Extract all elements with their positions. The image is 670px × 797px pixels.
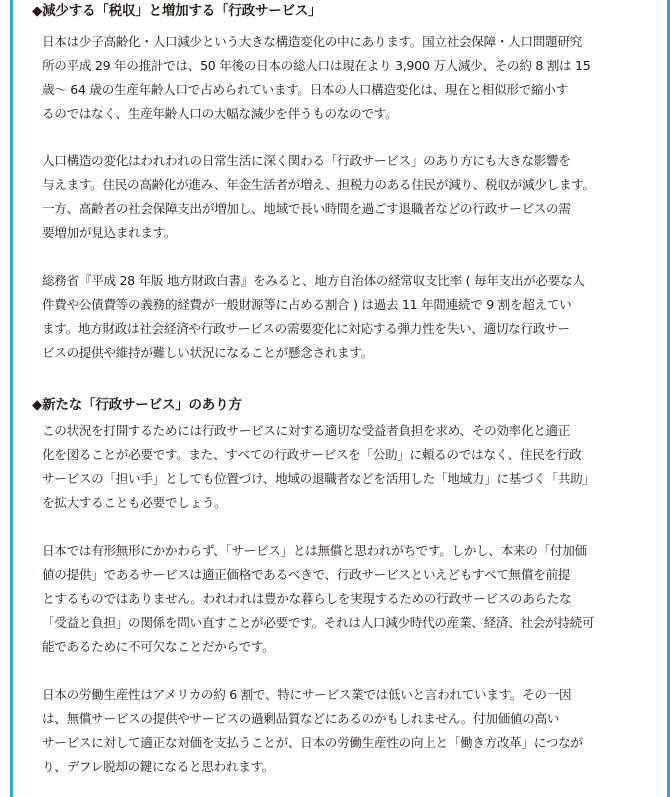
text-line: 所の平成 29 年の推計では、50 年後の日本の総人口は現在より 3,900 万人減少、その約 8 割は 15 (42, 58, 591, 73)
text-line: 一方、高齢者の社会保障支出が増加し、地域で長い時間を過ごす退職者などの行政サービスの需 (42, 201, 571, 216)
paragraph (42, 30, 642, 126)
text-line: サービスの「担い手」としても位置づけ、地域の退職者などを活用した「地域力」に基づく「共助」 (42, 471, 595, 486)
text-line: 件費や公債費等の義務的経費が一般財源等に占める割合 ) は過去 11 年間連続で 9 割を超えてい (42, 297, 572, 312)
text-line: 能であるために不可欠なことだからです。 (42, 639, 275, 654)
text-line: 与えます。住民の高齢化が進み、年金生活者が増え、担税力のある住民が減り、税収が減少します。 (42, 177, 595, 192)
text-line: この状況を打開するためには行政サービスに対する適切な受益者負担を求め、その効率化と適正 (42, 423, 571, 438)
text-line: 総務省『平成 28 年版 地方財政白書』をみると、地方自治体の経常収支比率 ( 毎年支出が必要な人 (42, 273, 585, 288)
text-line: 化を図ることが必要です。また、すべての行政サービスを「公助」に頼るのではなく、住民を行政 (42, 447, 582, 462)
text-line: は、無償サービスの提供やサービスの過剰品質などにあるのかもしれません。付加価値の高い (42, 711, 560, 726)
paragraph (42, 419, 642, 515)
section-heading-new-services: ◆新たな「行政サービス」のあり方 (32, 397, 242, 413)
text-line: 日本では有形無形にかかわらず、「サービス」とは無償と思われがちです。しかし、本来の「付加価 (42, 543, 587, 558)
text-line: 値の提供」であるサービスは適正価格であるべきで、行政サービスといえどもすべて無償を前提 (42, 567, 571, 582)
text-line: 「受益と負担」の関係を問い直すことが必要です。それは人口減少時代の産業、経済、社会が持続可 (42, 615, 595, 630)
text-line: るのではなく、生産年齢人口の大幅な減少を伴うものなのです。 (42, 106, 398, 121)
text-line: 歳～ 64 歳の生産年齢人口で占められています。日本の人口構造変化は、現在と相似形で縮小す (42, 82, 568, 97)
text-line: 人口構造の変化はわれわれの日常生活に深く関わる「行政サービス」のあり方にも大きな影響を (42, 153, 571, 168)
text-line: ビスの提供や維持が難しい状況になることが懸念されます。 (42, 345, 373, 360)
text-line: サービスに対して適正な対価を支払うことが、日本の労働生産性の向上と「働き方改革」につなが (42, 735, 583, 750)
paragraph (42, 149, 642, 245)
section-heading-tax-revenue: ◆減少する「税収」と増加する「行政サービス」 (32, 3, 322, 19)
text-line: 日本の労働生産性はアメリカの約 6 割で、特にサービス業では低いと言われています。その一因 (42, 687, 572, 702)
paragraph (42, 683, 642, 779)
text-line: 要増加が見込まれます。 (42, 225, 177, 240)
text-line: ます。地方財政は社会経済や行政サービスの需要変化に対応する弾力性を失い、適切な行政サー (42, 321, 570, 336)
text-line: とするものではありません。われわれは豊かな暮らしを実現するための行政サービスのあらたな (42, 591, 572, 606)
left-frame-border (10, 0, 13, 797)
text-line: を拡大することも必要でしょう。 (42, 495, 227, 510)
text-line: 日本は少子高齢化・人口減少という大きな構造変化の中にあります。国立社会保障・人口問題研究 (42, 34, 582, 49)
paragraph (42, 539, 642, 659)
paragraph (42, 269, 642, 365)
text-line: り、デフレ脱却の鍵になると思われます。 (42, 759, 275, 774)
